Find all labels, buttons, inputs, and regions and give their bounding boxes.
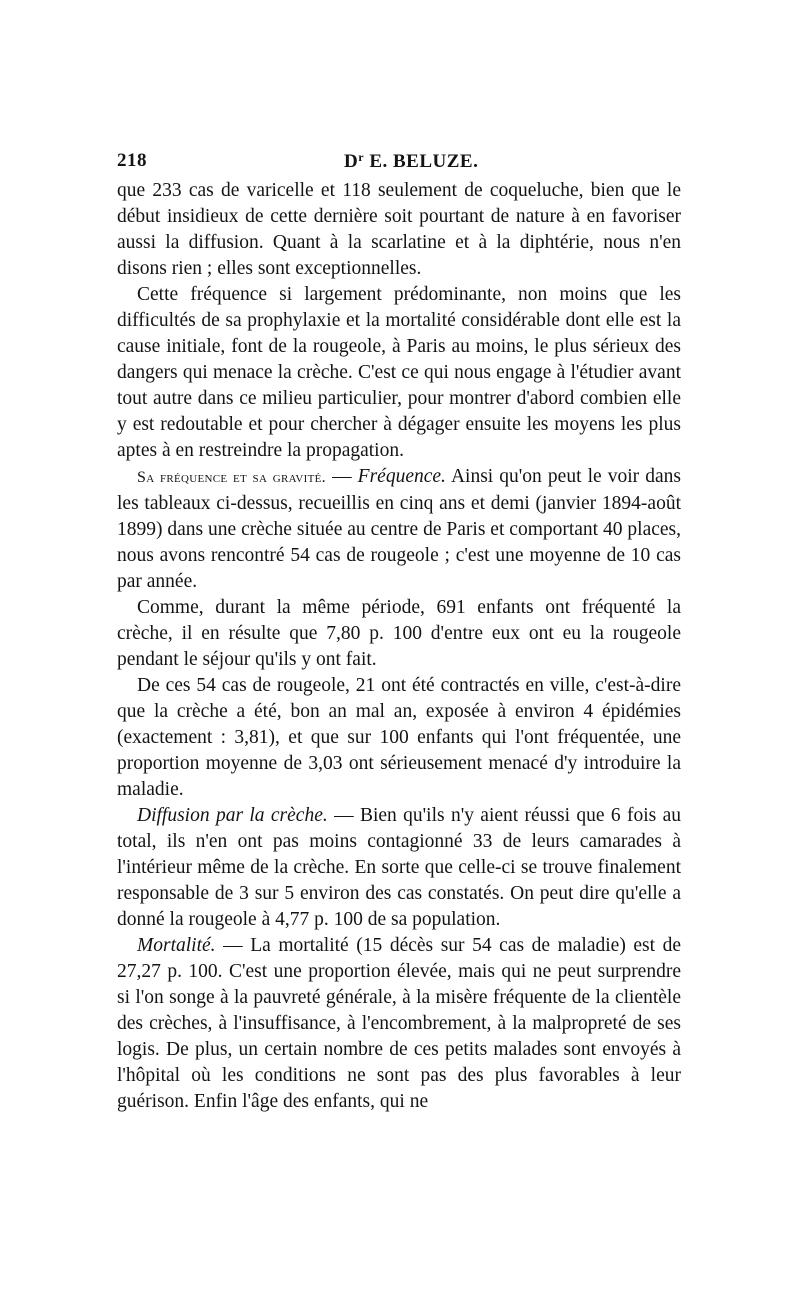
paragraph-text: Bien qu'ils n'y aient réussi que 6 fois au total, ils n'en ont pas moins contagionné 33 de leurs camarades à l'intérieur même de la crèche. En sorte que celle-ci se trouve finalement responsable de 3 sur 5 environ des cas constatés. On peut dire qu'elle a donné la rougeole à 4,77 p. 100 de sa population. <box>117 805 682 930</box>
dash: — <box>325 466 358 487</box>
dash: — <box>327 805 360 826</box>
subheading-diffusion: Diffusion par la crèche. <box>137 805 328 826</box>
paragraph-mortality <box>117 933 681 1115</box>
paragraph-diffusion <box>117 803 681 933</box>
author-prefix: D <box>344 151 359 172</box>
running-head <box>344 150 478 173</box>
dash: — <box>215 935 251 956</box>
paragraph-continuation: que 233 cas de varicelle et 118 seulement de coqueluche, bien que le début insidieux de cette dernière soit pourtant de nature à en favoriser aussi la diffusion. Quant à la scarlatine et à la diphtérie, nous n'en disons rien ; elles sont exceptionnelles. <box>117 180 681 279</box>
page-header <box>117 148 681 178</box>
paragraph-frequency <box>117 464 681 595</box>
author-name: E. BELUZE. <box>364 151 479 172</box>
section-heading-frequency-gravity: Sa fréquence et sa gravité. <box>137 469 326 486</box>
paragraph-text: Ainsi qu'on peut le voir dans les tableaux ci-dessus, recueillis en cinq ans et demi (janvier 1894-août 1899) dans une crèche située au centre de Paris et comportant 40 places, nous avons rencontré 54 cas de rougeole ; c'est une moyenne de 10 cas par année. <box>117 466 682 592</box>
author-title-superscript: r <box>358 150 365 164</box>
book-page <box>117 148 681 1115</box>
paragraph-attendance: Comme, durant la même période, 691 enfants ont fréquenté la crèche, il en résulte que 7,80 p. 100 d'entre eux ont eu la rougeole pendant le séjour qu'ils y ont fait. <box>117 597 681 670</box>
page-number: 218 <box>117 150 147 171</box>
paragraph-contracted-cases: De ces 54 cas de rougeole, 21 ont été contractés en ville, c'est-à-dire que la crèche a été, bon an mal an, exposée à environ 4 épidémies (exactement : 3,81), et que sur 100 enfants qui l'ont fréquentée, une proportion moyenne de 3,03 ont sérieusement menacé d'y introduire la maladie. <box>117 675 681 800</box>
paragraph-text: La mortalité (15 décès sur 54 cas de maladie) est de 27,27 p. 100. C'est une proportion élevée, mais qui ne peut surprendre si l'on songe à la pauvreté générale, à la misère fréquente de la clientèle des crèches, à l'insuffisance, à l'encombrement, à la malpropreté de ses logis. De plus, un certain nombre de ces petits malades sont envoyés à l'hôpital où les conditions ne sont pas des plus favorables à leur guérison. Enfin l'âge des enfants, qui ne <box>117 935 682 1112</box>
paragraph-frequency-dominance: Cette fréquence si largement prédominante, non moins que les difficultés de sa prophylaxie et la mortalité considérable dont elle est la cause initiale, font de la rougeole, à Paris au moins, le plus sérieux des dangers qui menace la crèche. C'est ce qui nous engage à l'étudier avant tout autre dans ce milieu particulier, pour montrer d'abord combien elle y est redoutable et pour chercher à dégager ensuite les moyens les plus aptes à en restreindre la propagation. <box>117 284 681 461</box>
subheading-frequency: Fréquence. <box>357 466 446 487</box>
subheading-mortality: Mortalité. <box>137 935 216 956</box>
